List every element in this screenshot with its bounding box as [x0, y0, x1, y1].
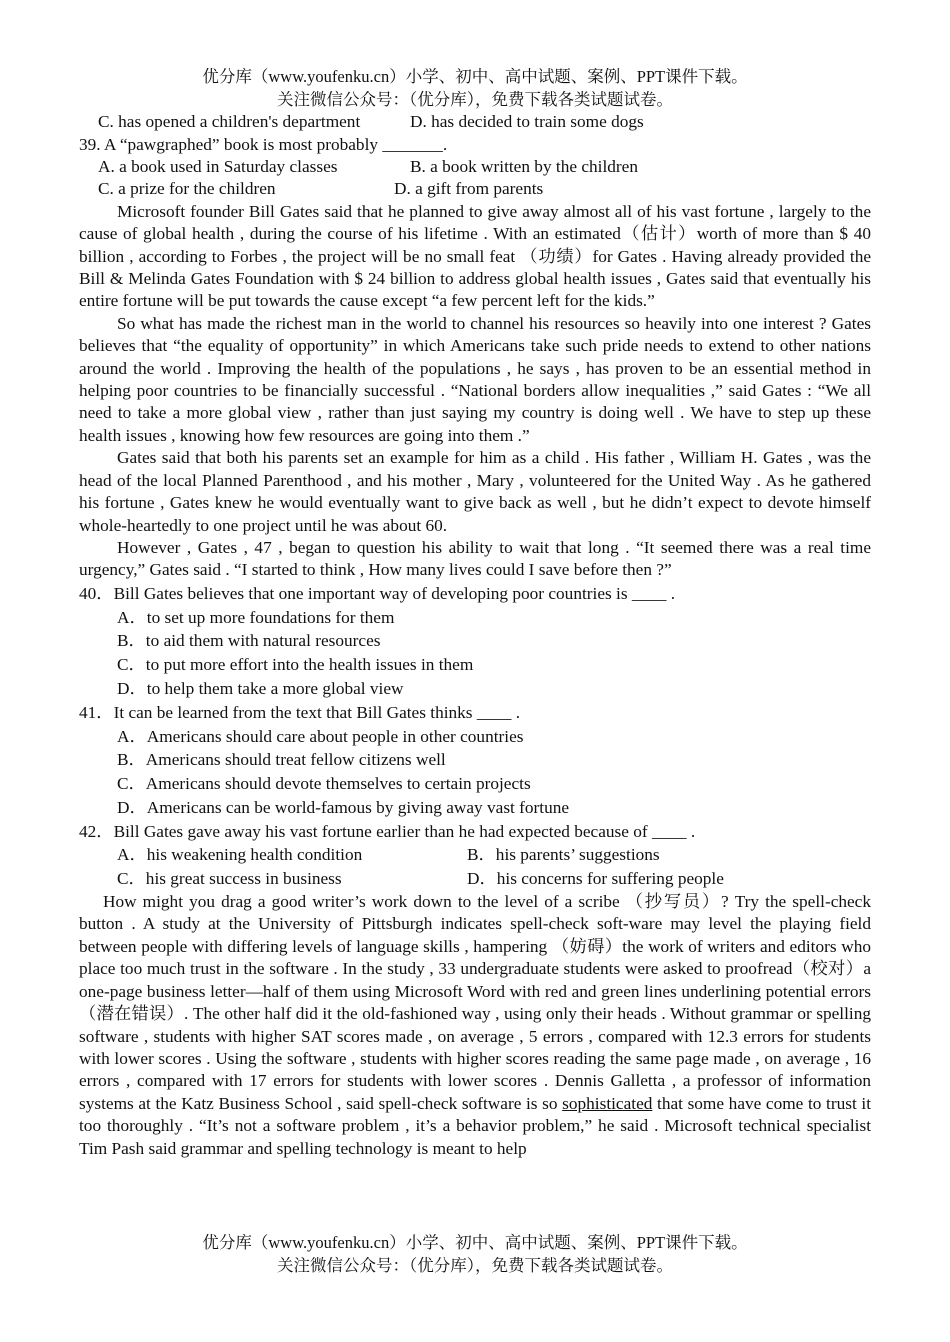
- passage3-text-before: How might you drag a good writer’s work down to the level of a scribe （抄写员）? Try the spell-check button . A study at the University of Pittsburgh indicates spell-check soft-ware may level the playing field between people with differing levels of language skills , hampering （妨碍）the work of writers and editors who place too much trust in the software . In the study , 33 undergraduate students were asked to proofread（校对）a one-page business letter—half of them using Microsoft Word with red and green lines underlining potential errors（潜在错误）. The other half did it the old-fashioned way , using only their heads . Without grammar or spelling software , students with higher SAT scores made , on average , 5 errors , compared with 12.3 errors for students with lower scores . Using the software , students with higher scores reading the same page made , on average , 16 errors , compared with 17 errors for students with lower scores . Dennis Galletta , a professor of information systems at the Katz Business School , said spell-check software is so: [79, 892, 871, 1113]
- q42-option-b: B．his parents’ suggestions: [467, 845, 660, 865]
- q40-option-a: A．to set up more foundations for them: [117, 607, 395, 627]
- question-39-options-row2: [79, 178, 871, 200]
- q41-option-c: C．Americans should devote themselves to certain projects: [117, 774, 531, 794]
- q42-option-c: C．his great success in business: [117, 869, 342, 889]
- question-40-options: [79, 606, 871, 701]
- document-page: [79, 66, 871, 1160]
- q42-option-d: D．his concerns for suffering people: [467, 869, 724, 889]
- q40-option-d: D．to help them take a more global view: [117, 678, 404, 698]
- footer-line-1: 优分库（www.youfenku.cn）小学、初中、高中试题、案例、PPT课件下载。: [202, 1233, 748, 1252]
- passage2-paragraph-3: Gates said that both his parents set an example for him as a child . His father , William H. Gates , was the head of the local Planned Parenthood , and his mother , Mary , volunteered for the United Way . As he gathered his fortune , Gates knew he would eventually want to give back as well , but he didn’t expect to devote himself whole-heartedly to one project until he was about 60.: [79, 448, 871, 535]
- passage3-underlined-word: sophisticated: [562, 1093, 653, 1113]
- passage2-paragraph-1: Microsoft founder Bill Gates said that he planned to give away almost all of his vast fortune , largely to the cause of global health , during the course of his lifetime . With an estimated（估计）worth of more than $ 40 billion , according to Forbes , the project will be no small feat （功绩）for Gates . Having already provided the Bill & Melinda Gates Foundation with $ 24 billion to address global health issues , Gates said that eventually his entire fortune will be put towards the cause except “a few percent left for the kids.”: [79, 201, 871, 311]
- q39-option-b: B. a book written by the children: [410, 157, 638, 176]
- q41-option-a: A．Americans should care about people in other countries: [117, 726, 524, 746]
- header-line-2: 关注微信公众号：（优分库），免费下载各类试题试卷。: [277, 89, 673, 109]
- q38-option-c: C. has opened a children's department: [98, 112, 361, 132]
- q40-option-b: B．to aid them with natural resources: [117, 631, 381, 651]
- question-40-stem: 40．Bill Gates believes that one important way of developing poor countries is ____ .: [79, 583, 676, 603]
- passage2-paragraph-2: So what has made the richest man in the world to channel his resources so heavily into one interest ? Gates believes that “the equality of opportunity” in which Americans take such pride needs to extend to other nations around the world . Improving the health of the populations , he says , has proven to be an essential method in helping poor countries to be financially successful . “National borders allow inequalities ,” said Gates : “We all need to take a more global view , rather than just saying my country is doing well . We have to step up these health issues , knowing how few resources are going into them .”: [79, 313, 871, 445]
- q38-option-d: D. has decided to train some dogs: [410, 112, 644, 132]
- question-39-options-row1: [79, 156, 871, 178]
- q41-option-d: D．Americans can be world-famous by giving away vast fortune: [117, 797, 570, 817]
- footer-line-2: 关注微信公众号：（优分库），免费下载各类试题试卷。: [277, 1255, 673, 1275]
- header-line-1: 优分库（www.youfenku.cn）小学、初中、高中试题、案例、PPT课件下载。: [202, 67, 748, 86]
- question-38-options: [79, 111, 871, 133]
- q42-option-a: A．his weakening health condition: [117, 845, 363, 865]
- page-header: [79, 66, 871, 111]
- q39-option-d: D. a gift from parents: [394, 179, 544, 199]
- q42-options-row2: [117, 867, 871, 891]
- passage2-paragraph-4: However , Gates , 47 , began to question his ability to wait that long . “It seemed there was a real time urgency,” Gates said . “I started to think , How many lives could I save before then ?”: [79, 537, 871, 580]
- q41-option-b: B．Americans should treat fellow citizens well: [117, 750, 446, 770]
- question-39-stem: 39. A “pawgraphed” book is most probably _______.: [79, 134, 448, 154]
- q39-option-c: C. a prize for the children: [98, 179, 276, 199]
- question-42-options: [79, 843, 871, 891]
- page-footer: [79, 1232, 871, 1277]
- q42-options-row1: [117, 843, 871, 867]
- passage3-text-after: that some have come to trust it too thoroughly . “It’s not a software problem , it’s a behavior problem,” he said . Microsoft technical specialist Tim Pash said grammar and spelling technology is meant to help: [79, 1093, 871, 1158]
- q39-option-a: A. a book used in Saturday classes: [98, 157, 338, 176]
- q40-option-c: C．to put more effort into the health issues in them: [117, 655, 474, 675]
- passage3-paragraph: [79, 891, 871, 1160]
- question-42-stem: 42．Bill Gates gave away his vast fortune earlier than he had expected because of ____ .: [79, 821, 696, 841]
- question-41-options: [79, 725, 871, 820]
- question-41-stem: 41．It can be learned from the text that Bill Gates thinks ____ .: [79, 702, 521, 722]
